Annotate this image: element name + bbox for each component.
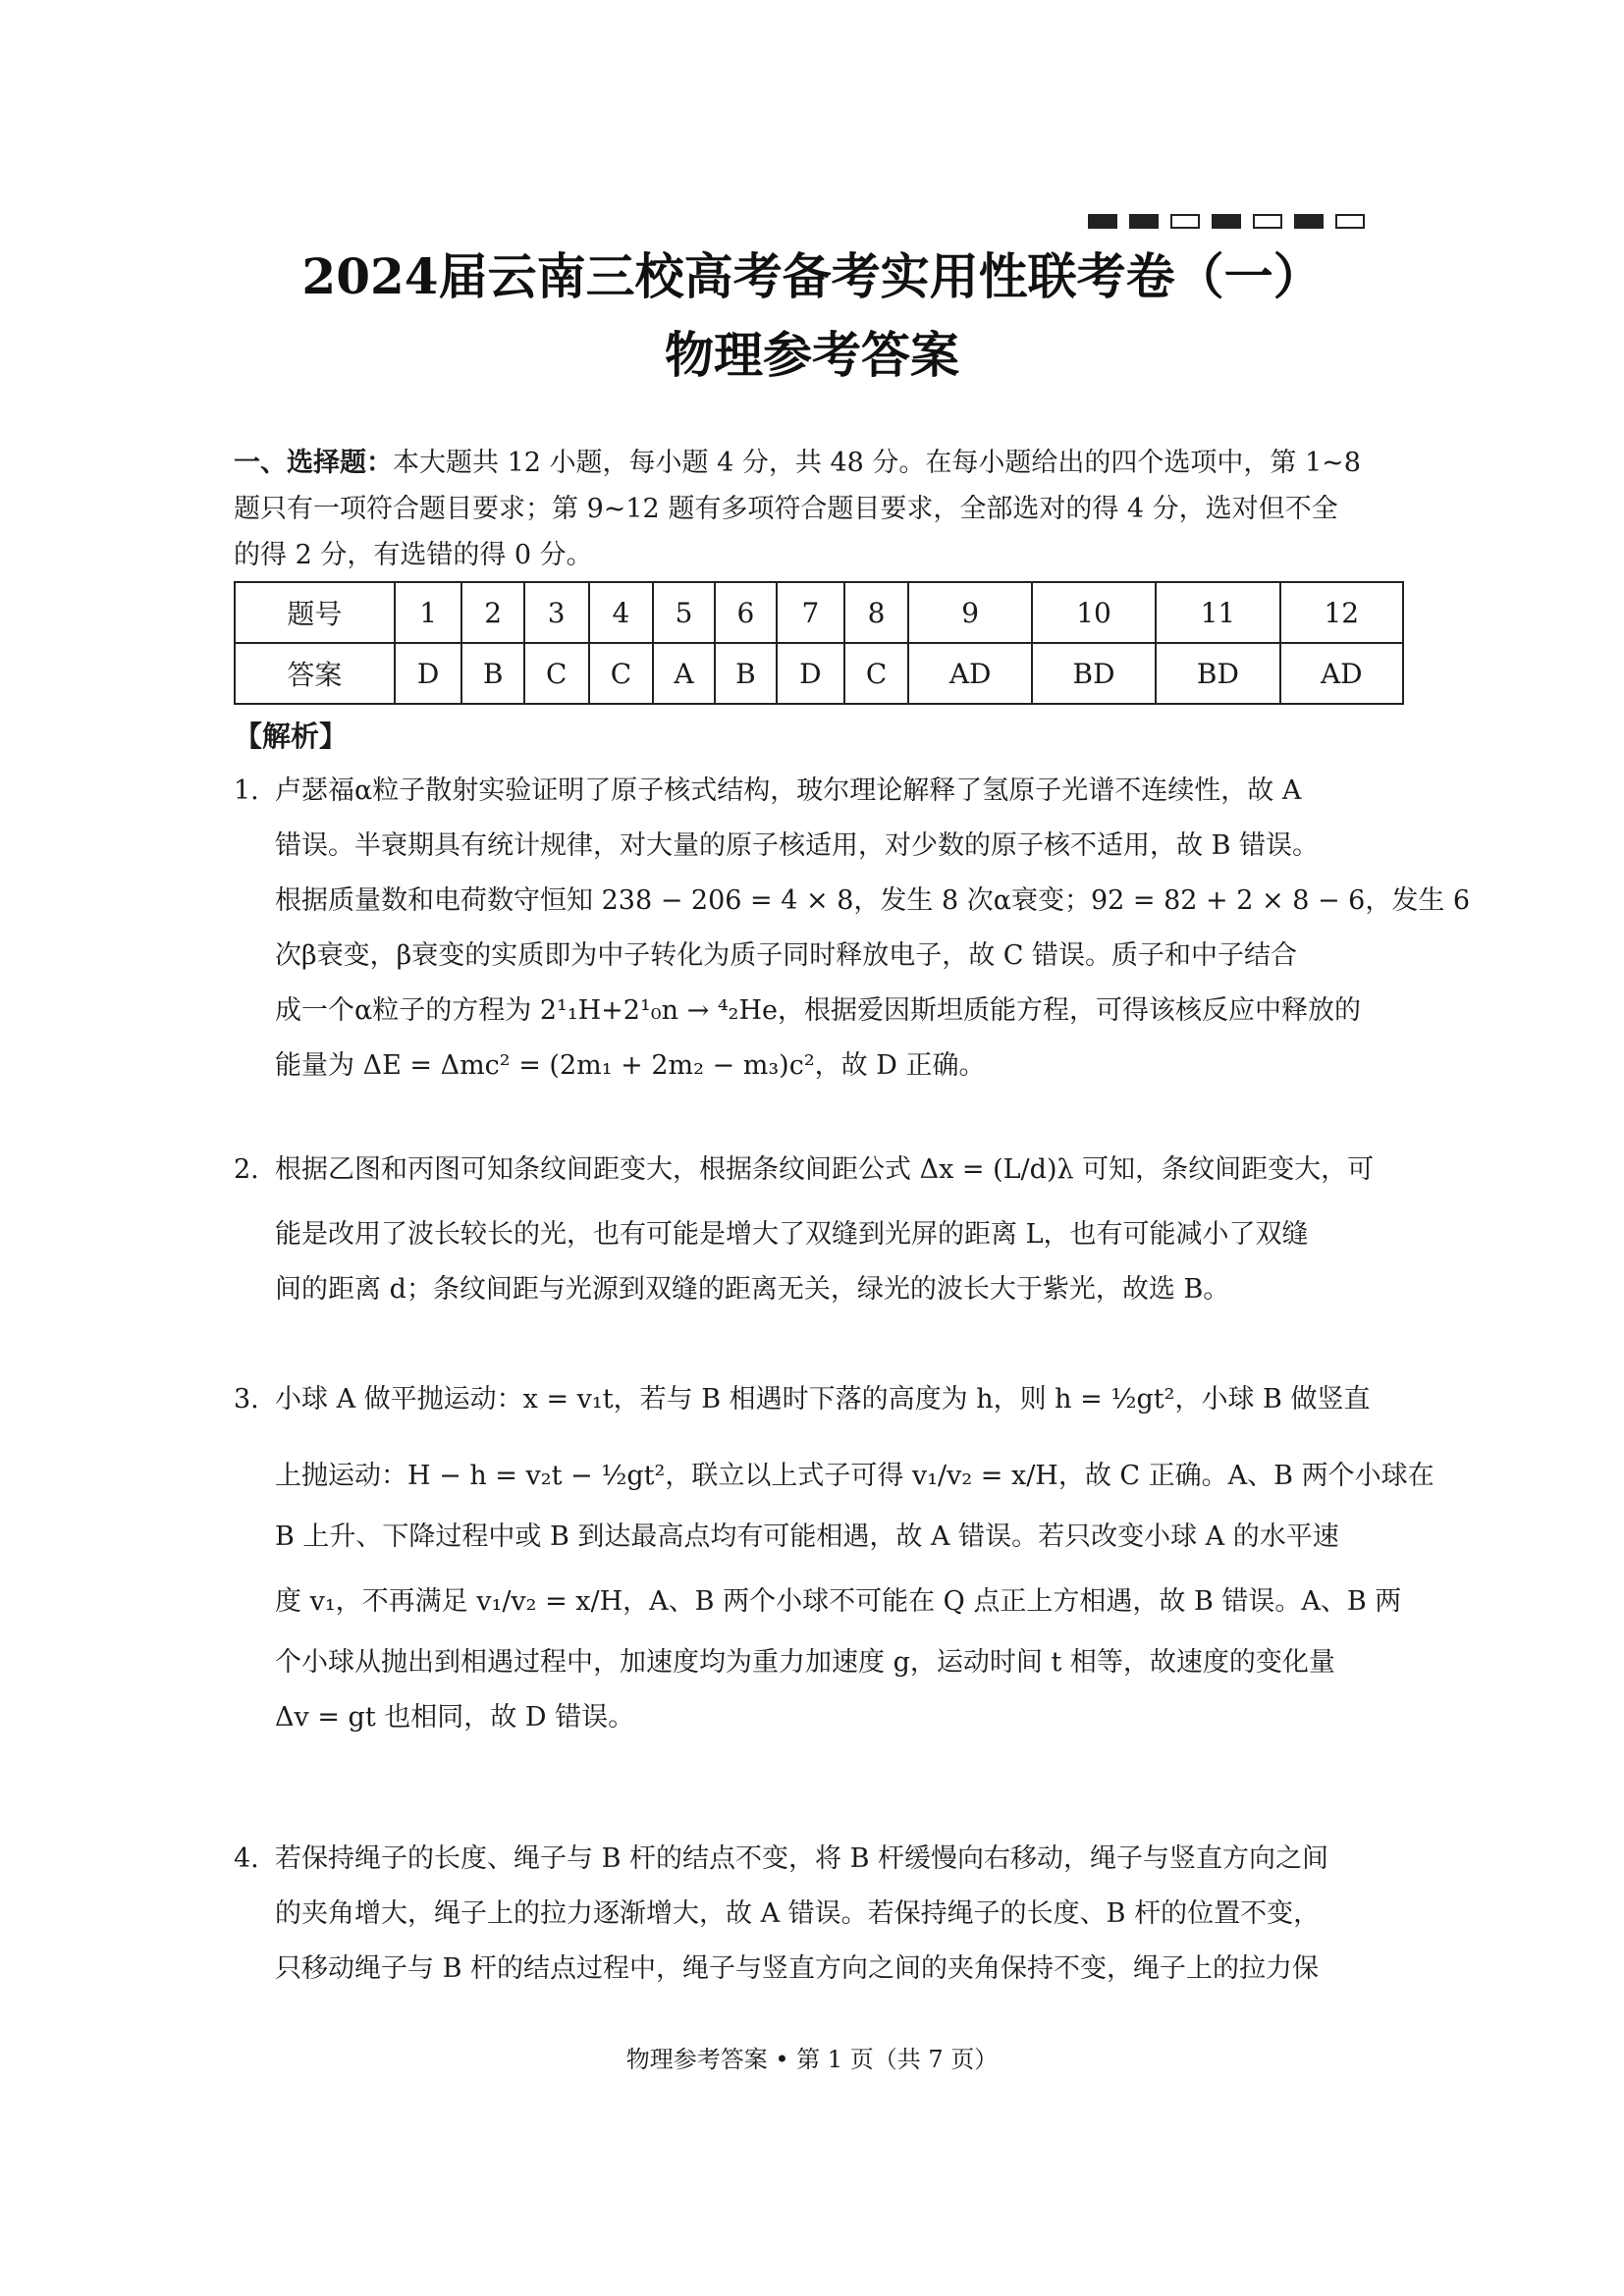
item-line: 错误。半衰期具有统计规律，对大量的原子核适用，对少数的原子核不适用，故 B 错误。 <box>275 830 1320 861</box>
question-number: 10 <box>1032 582 1156 643</box>
analysis-item-1 <box>234 764 1471 1094</box>
question-number: 4 <box>589 582 654 643</box>
answer-cell: D <box>395 643 462 704</box>
answer-cell: BD <box>1032 643 1156 704</box>
row-label-number: 题号 <box>235 582 395 643</box>
item-line: 度 v₁，不再满足 v₁/v₂ = x/H，A、B 两个小球不可能在 Q 点正上方相遇，故 B 错误。A、B 两 <box>275 1586 1402 1617</box>
question-number: 12 <box>1280 582 1403 643</box>
item-line: 间的距离 d；条纹间距与光源到双缝的距离无关，绿光的波长大于紫光，故选 B。 <box>275 1274 1230 1305</box>
section-heading: 一、选择题： <box>234 448 393 478</box>
intro-line-3: 的得 2 分，有选错的得 0 分。 <box>234 540 593 570</box>
item-line: 根据乙图和丙图可知条纹间距变大，根据条纹间距公式 Δx = (L/d)λ 可知，条纹间距变大，可 <box>275 1154 1375 1185</box>
answer-cell: A <box>653 643 714 704</box>
item-line: 能是改用了波长较长的光，也有可能是增大了双缝到光屏的距离 L，也有可能减小了双缝 <box>275 1219 1309 1250</box>
item-line: 成一个α粒子的方程为 2¹₁H+2¹₀n → ⁴₂He，根据爱因斯坦质能方程，可得该核反应中释放的 <box>275 995 1361 1026</box>
item-number: 1. <box>234 775 259 806</box>
mark-empty-1 <box>1170 214 1200 229</box>
page-subtitle: 物理参考答案 <box>665 326 959 384</box>
analysis-heading: 【解析】 <box>234 720 349 753</box>
item-line: Δv = gt 也相同，故 D 错误。 <box>275 1702 635 1733</box>
item-line: 次β衰变，β衰变的实质即为中子转化为质子同时释放电子，故 C 错误。质子和中子结合 <box>275 940 1298 971</box>
answer-cell: AD <box>908 643 1031 704</box>
answer-cell: B <box>715 643 777 704</box>
question-number: 5 <box>653 582 714 643</box>
answer-table <box>234 581 1404 705</box>
question-number: 11 <box>1156 582 1279 643</box>
question-number: 9 <box>908 582 1031 643</box>
question-number: 2 <box>461 582 523 643</box>
row-label-answer: 答案 <box>235 643 395 704</box>
page-footer: 物理参考答案 • 第 1 页（共 7 页） <box>625 2046 999 2073</box>
answer-cell: C <box>589 643 654 704</box>
item-line: 若保持绳子的长度、绳子与 B 杆的结点不变，将 B 杆缓慢向右移动，绳子与竖直方向之间 <box>275 1843 1329 1874</box>
intro-line-2: 题只有一项符合题目要求；第 9~12 题有多项符合题目要求，全部选对的得 4 分，选对但不全 <box>234 494 1338 524</box>
table-row-answers <box>235 643 1403 704</box>
answer-cell: C <box>524 643 589 704</box>
mark-filled-2 <box>1129 214 1159 229</box>
question-number: 7 <box>777 582 844 643</box>
intro-line-1: 本大题共 12 小题，每小题 4 分，共 48 分。在每小题给出的四个选项中，第 1~8 <box>393 448 1361 478</box>
question-number: 3 <box>524 582 589 643</box>
answer-cell: AD <box>1280 643 1403 704</box>
question-number: 8 <box>844 582 909 643</box>
question-number: 1 <box>395 582 462 643</box>
section-intro <box>234 440 1402 578</box>
analysis-item-2 <box>234 1143 1404 1317</box>
item-line: 根据质量数和电荷数守恒知 238 − 206 = 4 × 8，发生 8 次α衰变；92 = 82 + 2 × 8 − 6，发生 6 <box>275 885 1471 916</box>
page-title: 2024届云南三校高考备考实用性联考卷（一） <box>301 247 1323 305</box>
answer-cell: B <box>461 643 523 704</box>
mark-empty-3 <box>1335 214 1365 229</box>
item-line: 能量为 ΔE = Δmc² = (2m₁ + 2m₂ − m₃)c²，故 D 正确。 <box>275 1050 986 1081</box>
corner-marks <box>1088 214 1365 229</box>
table-row-numbers <box>235 582 1403 643</box>
question-number: 6 <box>715 582 777 643</box>
analysis-item-4 <box>234 1832 1404 1997</box>
item-number: 2. <box>234 1154 259 1185</box>
item-number: 4. <box>234 1843 259 1874</box>
mark-empty-2 <box>1253 214 1282 229</box>
mark-filled-3 <box>1212 214 1241 229</box>
item-line: 上抛运动：H − h = v₂t − ½gt²，联立以上式子可得 v₁/v₂ = x/H，故 C 正确。A、B 两个小球在 <box>275 1461 1435 1491</box>
mark-filled-1 <box>1088 214 1117 229</box>
item-line: B 上升、下降过程中或 B 到达最高点均有可能相遇，故 A 错误。若只改变小球 A 的水平速 <box>275 1522 1339 1552</box>
mark-filled-4 <box>1294 214 1324 229</box>
item-line: 卢瑟福α粒子散射实验证明了原子核式结构，玻尔理论解释了氢原子光谱不连续性，故 A <box>275 775 1302 806</box>
answer-cell: D <box>777 643 844 704</box>
answer-cell: BD <box>1156 643 1279 704</box>
item-line: 个小球从抛出到相遇过程中，加速度均为重力加速度 g，运动时间 t 相等，故速度的变化量 <box>275 1647 1335 1678</box>
item-line: 只移动绳子与 B 杆的结点过程中，绳子与竖直方向之间的夹角保持不变，绳子上的拉力保 <box>275 1953 1320 1984</box>
answer-cell: C <box>844 643 909 704</box>
item-line: 小球 A 做平抛运动：x = v₁t，若与 B 相遇时下落的高度为 h，则 h = ½gt²，小球 B 做竖直 <box>275 1384 1371 1415</box>
item-line: 的夹角增大，绳子上的拉力逐渐增大，故 A 错误。若保持绳子的长度、B 杆的位置不变， <box>275 1898 1321 1929</box>
analysis-item-3 <box>234 1372 1435 1745</box>
item-number: 3. <box>234 1384 259 1415</box>
